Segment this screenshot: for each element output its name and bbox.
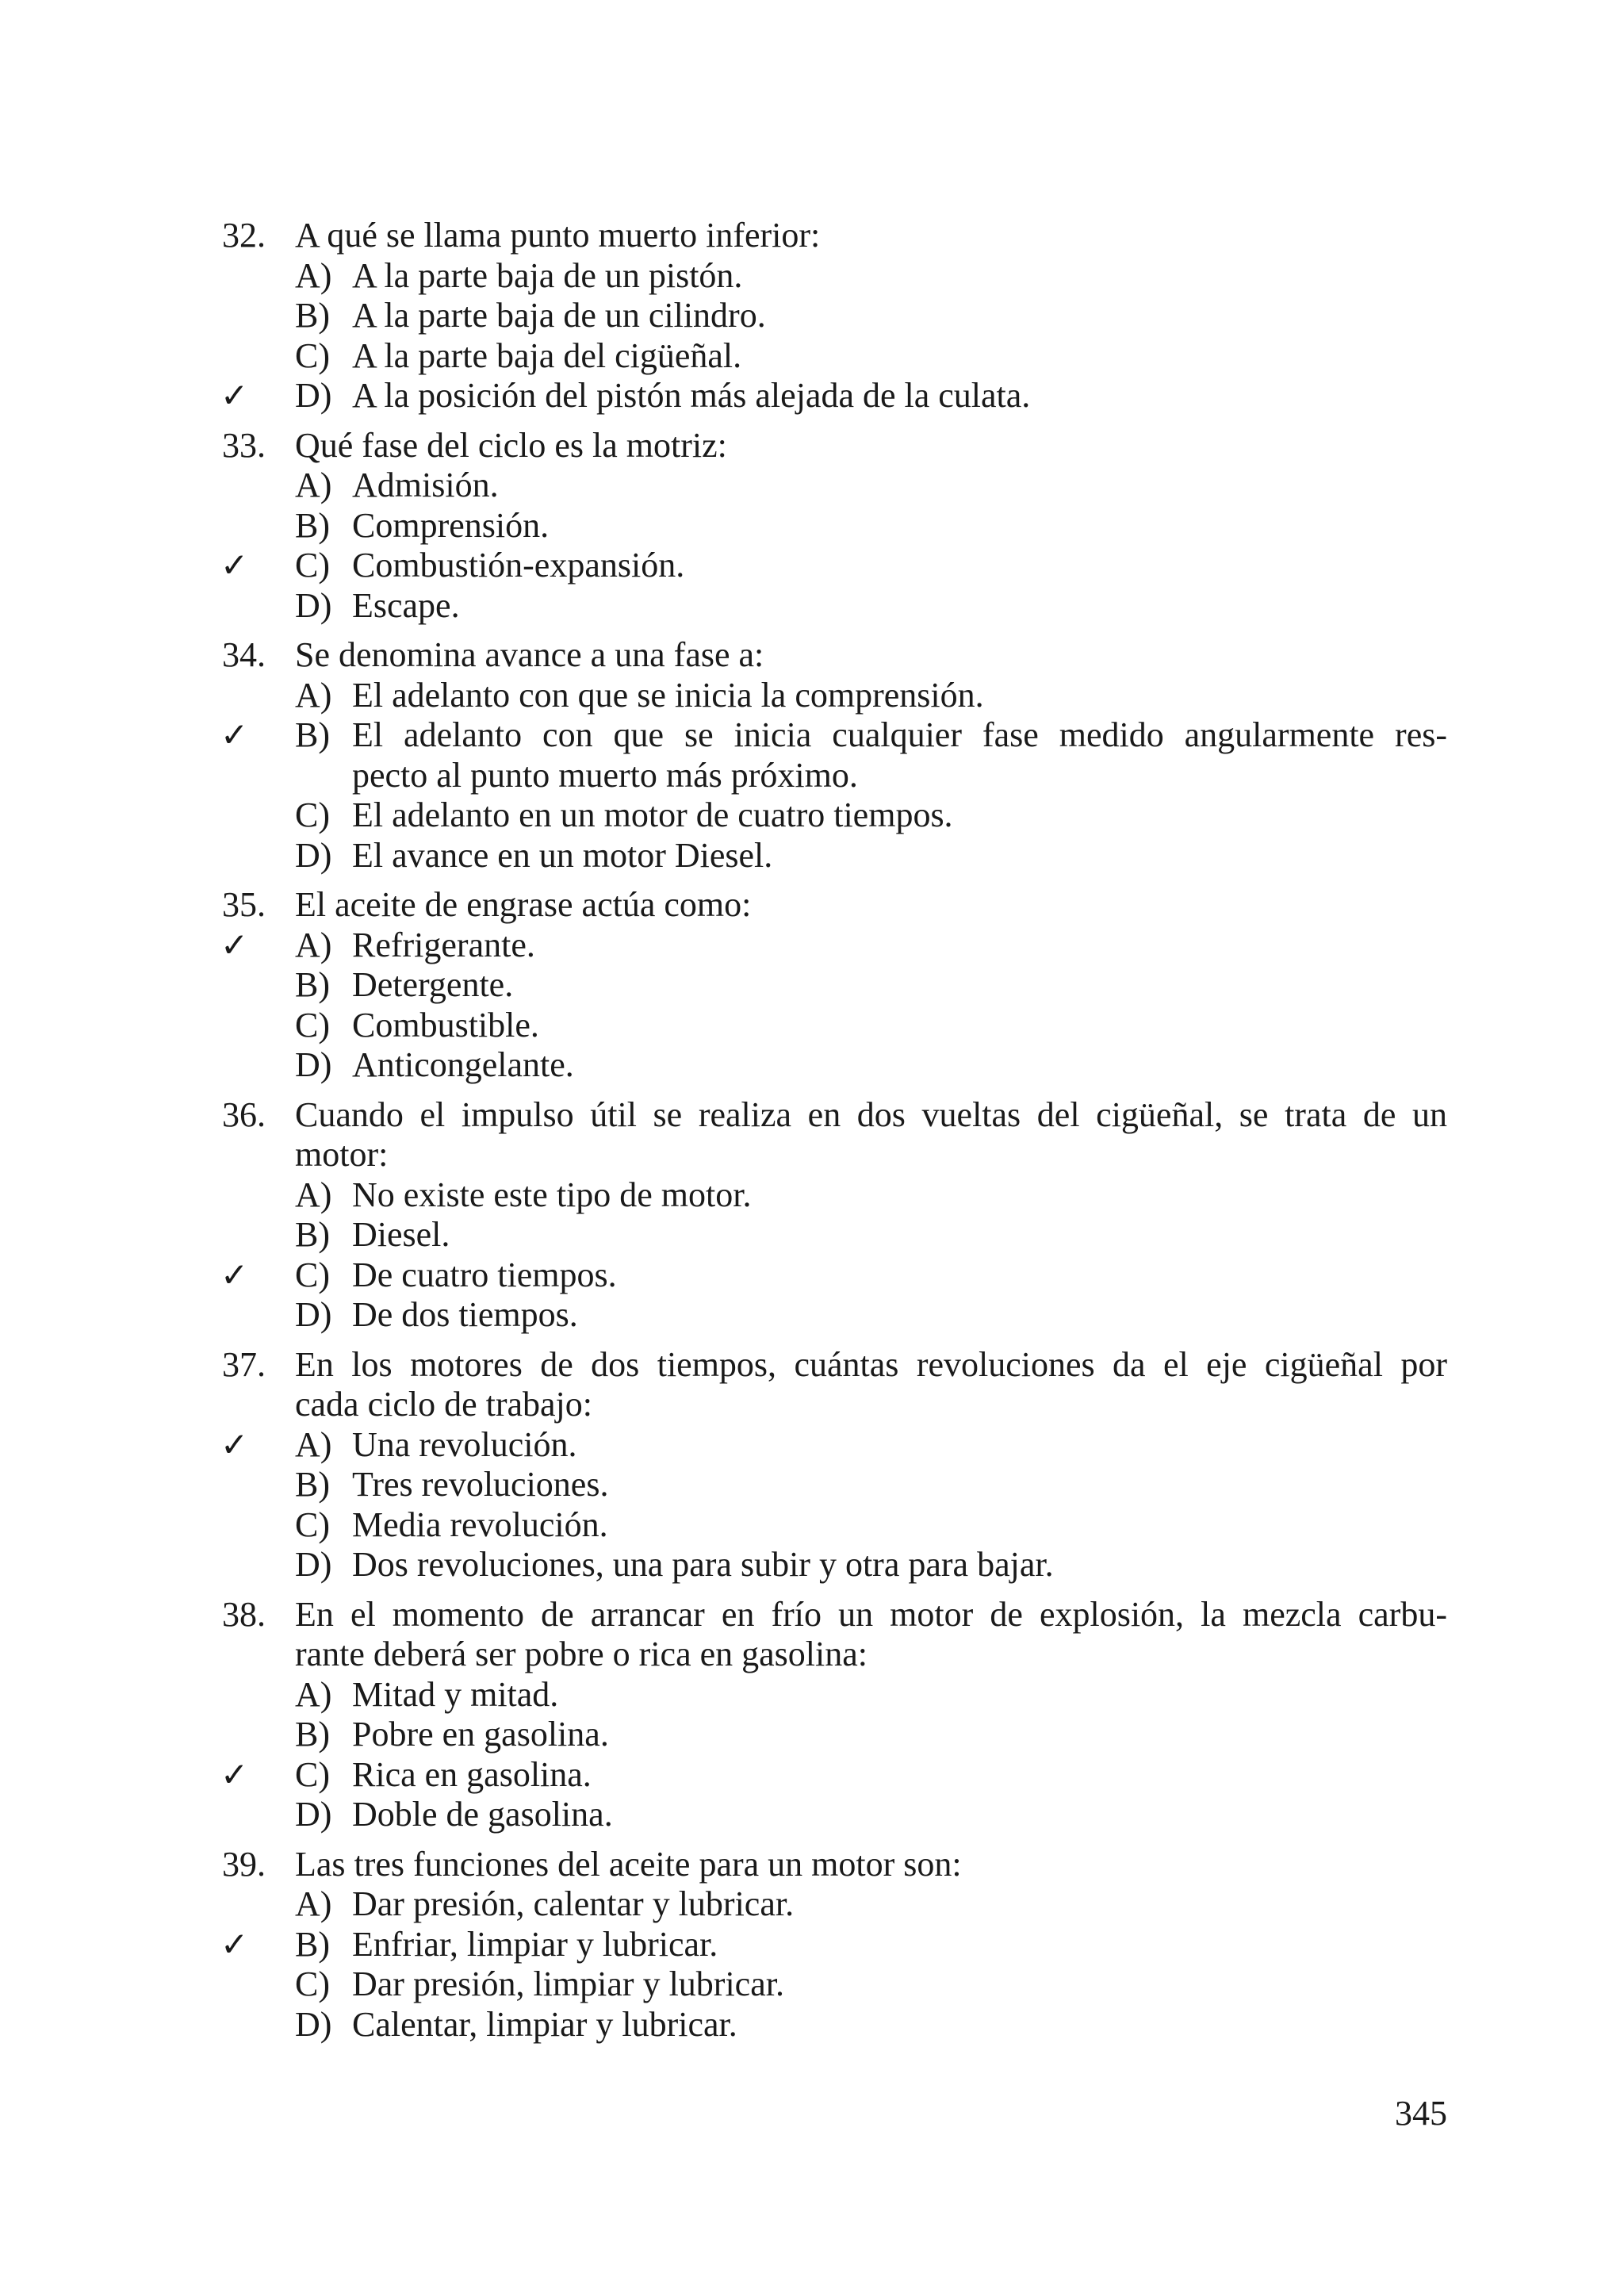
option-line [295, 376, 1447, 416]
question-37 [222, 1345, 1447, 1585]
option-text: Dos revoluciones, una para subir y otra para bajar. [352, 1545, 1054, 1584]
option-text: pecto al punto muerto más próximo. [352, 755, 858, 795]
answer-option-b [222, 715, 1447, 795]
option-line [295, 1545, 1447, 1585]
option-line [295, 1215, 1447, 1255]
option-line [295, 795, 1447, 836]
option-text: Rica en gasolina. [352, 1754, 592, 1794]
option-letter: A) [295, 255, 332, 295]
option-line [295, 1505, 1447, 1546]
answer-option-d [222, 836, 1447, 876]
answer-option-a [222, 926, 1447, 966]
option-text: Combustión-expansión. [352, 546, 685, 585]
option-text: El adelanto con que se inicia la comprensión. [352, 675, 984, 715]
checkmark-icon: ✓ [220, 1924, 249, 1964]
question-number: 33. [222, 425, 266, 465]
option-text: Refrigerante. [352, 925, 535, 964]
question-text-continued [222, 1635, 1447, 1675]
question-33 [222, 426, 1447, 627]
option-letter: B) [295, 296, 330, 335]
option-letter: C) [295, 1255, 330, 1294]
answer-option-d [222, 1545, 1447, 1585]
option-letter: C) [295, 546, 330, 585]
question-text [222, 1845, 1447, 1885]
question-number: 34. [222, 635, 266, 674]
option-letter: D) [295, 2004, 332, 2044]
option-text: Admisión. [352, 466, 499, 504]
answer-option-c [222, 336, 1447, 377]
question-list [222, 216, 1447, 2054]
answer-option-d [222, 376, 1447, 416]
option-text: A la parte baja de un pistón. [352, 255, 743, 295]
option-letter: D) [295, 376, 332, 415]
answer-option-b [222, 1465, 1447, 1505]
option-text: No existe este tipo de motor. [352, 1175, 752, 1214]
option-line [295, 1295, 1447, 1336]
question-line-text: En el momento de arrancar en frío un motor de explosión, la mezcla carbu- [295, 1594, 1447, 1634]
answer-option-d [222, 1045, 1447, 1086]
option-letter: D) [295, 1795, 332, 1834]
option-text: Comprensión. [352, 505, 550, 545]
option-letter: C) [295, 1964, 330, 2003]
question-number: 37. [222, 1344, 266, 1384]
answer-option-b [222, 965, 1447, 1006]
option-letter: B) [295, 965, 330, 1004]
answer-option-d [222, 586, 1447, 627]
question-text [222, 426, 1447, 466]
option-letter: C) [295, 795, 330, 834]
option-line [295, 1465, 1447, 1505]
checkmark-icon: ✓ [220, 925, 249, 964]
option-letter: B) [295, 1924, 330, 1964]
option-letter: A) [295, 1674, 332, 1714]
question-36 [222, 1095, 1447, 1336]
answer-option-a [222, 1175, 1447, 1216]
question-text [222, 1345, 1447, 1386]
question-32 [222, 216, 1447, 416]
option-line [295, 1715, 1447, 1755]
answer-option-a [222, 466, 1447, 506]
option-text: Escape. [352, 585, 460, 625]
option-line [295, 1255, 1447, 1296]
option-letter: B) [295, 505, 330, 545]
question-line-text: rante deberá ser pobre o rica en gasolina: [295, 1635, 868, 1673]
question-text [222, 1095, 1447, 1136]
answer-option-c [222, 546, 1447, 586]
option-line [295, 1925, 1447, 1965]
option-line [295, 1755, 1447, 1796]
answer-option-c [222, 1255, 1447, 1296]
option-line [295, 926, 1447, 966]
option-line [295, 466, 1447, 506]
option-line [295, 1884, 1447, 1925]
question-line-text: cada ciclo de trabajo: [295, 1385, 593, 1424]
question-line-text: Las tres funciones del aceite para un motor son: [295, 1844, 962, 1884]
question-number: 38. [222, 1594, 266, 1634]
answer-option-d [222, 1795, 1447, 1835]
option-line [295, 546, 1447, 586]
answer-option-a [222, 256, 1447, 297]
answer-option-c [222, 1006, 1447, 1046]
option-line [295, 676, 1447, 716]
question-39 [222, 1845, 1447, 2045]
question-text [222, 1595, 1447, 1635]
option-text: Diesel. [352, 1215, 450, 1254]
option-letter: C) [295, 1005, 330, 1045]
option-letter: A) [295, 1424, 332, 1464]
question-number: 36. [222, 1094, 266, 1134]
option-letter: D) [295, 1295, 332, 1334]
option-letter: A) [295, 1884, 332, 1923]
option-text: El avance en un motor Diesel. [352, 835, 773, 875]
question-line-text: El aceite de engrase actúa como: [295, 885, 752, 924]
option-text: A la parte baja del cigüeñal. [352, 335, 742, 375]
option-text: Una revolución. [352, 1424, 577, 1464]
option-letter: B) [295, 1715, 330, 1754]
answer-option-b [222, 296, 1447, 336]
option-letter: D) [295, 835, 332, 875]
option-text: A la parte baja de un cilindro. [352, 296, 766, 335]
question-text [222, 216, 1447, 256]
answer-option-d [222, 2005, 1447, 2045]
question-number: 35. [222, 885, 266, 924]
answer-option-a [222, 1425, 1447, 1466]
answer-option-c [222, 1964, 1447, 2005]
option-text: A la posición del pistón más alejada de la culata. [352, 376, 1031, 415]
option-letter: C) [295, 1754, 330, 1794]
option-line [295, 2005, 1447, 2045]
answer-option-c [222, 795, 1447, 836]
option-line [295, 836, 1447, 876]
answer-option-d [222, 1295, 1447, 1336]
option-letter: A) [295, 466, 332, 504]
option-letter: C) [295, 1504, 330, 1544]
option-line [295, 256, 1447, 297]
option-text: El adelanto en un motor de cuatro tiempos. [352, 795, 953, 834]
question-text [222, 635, 1447, 676]
question-line-text: Se denomina avance a una fase a: [295, 635, 764, 674]
answer-option-b [222, 1715, 1447, 1755]
option-text: Pobre en gasolina. [352, 1715, 609, 1754]
option-letter: A) [295, 1175, 332, 1214]
option-line [295, 296, 1447, 336]
option-line [295, 1006, 1447, 1046]
option-text: Anticongelante. [352, 1045, 574, 1084]
option-line-continued [295, 756, 1447, 796]
option-text: Tres revoluciones. [352, 1465, 609, 1504]
option-text: Media revolución. [352, 1504, 608, 1544]
option-line [295, 1964, 1447, 2005]
option-text: Detergente. [352, 965, 514, 1004]
option-text: El adelanto con que se inicia cualquier fase medido angularmente res- [352, 715, 1447, 754]
option-text: Dar presión, limpiar y lubricar. [352, 1964, 784, 2003]
question-line-text: A qué se llama punto muerto inferior: [295, 216, 821, 255]
option-text: De dos tiempos. [352, 1295, 578, 1334]
option-letter: D) [295, 585, 332, 625]
option-text: Calentar, limpiar y lubricar. [352, 2004, 737, 2044]
question-38 [222, 1595, 1447, 1835]
option-line [295, 1425, 1447, 1466]
answer-option-c [222, 1755, 1447, 1796]
option-letter: D) [295, 1045, 332, 1084]
question-line-text: Qué fase del ciclo es la motriz: [295, 425, 727, 465]
option-letter: C) [295, 335, 330, 375]
option-text: Doble de gasolina. [352, 1795, 613, 1834]
answer-option-a [222, 1675, 1447, 1715]
question-number: 39. [222, 1844, 266, 1884]
checkmark-icon: ✓ [220, 1255, 249, 1294]
option-line [295, 586, 1447, 627]
option-text: Mitad y mitad. [352, 1674, 559, 1714]
option-line [295, 1675, 1447, 1715]
checkmark-icon: ✓ [220, 376, 249, 415]
option-text: Enfriar, limpiar y lubricar. [352, 1924, 718, 1964]
answer-option-a [222, 676, 1447, 716]
option-letter: A) [295, 925, 332, 964]
answer-option-b [222, 1215, 1447, 1255]
checkmark-icon: ✓ [220, 715, 249, 754]
answer-option-a [222, 1884, 1447, 1925]
question-text-continued [222, 1135, 1447, 1175]
question-line-text: motor: [295, 1135, 389, 1174]
answer-option-c [222, 1505, 1447, 1546]
option-line [295, 1175, 1447, 1216]
option-letter: B) [295, 1465, 330, 1504]
option-text: De cuatro tiempos. [352, 1255, 617, 1294]
checkmark-icon: ✓ [220, 546, 249, 585]
checkmark-icon: ✓ [220, 1754, 249, 1794]
option-line [295, 1795, 1447, 1835]
question-line-text: En los motores de dos tiempos, cuántas revoluciones da el eje cigüeñal por [295, 1344, 1447, 1384]
question-34 [222, 635, 1447, 876]
option-line [295, 965, 1447, 1006]
answer-option-b [222, 1925, 1447, 1965]
question-text [222, 885, 1447, 926]
option-letter: B) [295, 715, 330, 754]
checkmark-icon: ✓ [220, 1424, 249, 1464]
option-text: Combustible. [352, 1005, 539, 1045]
option-text: Dar presión, calentar y lubricar. [352, 1884, 795, 1923]
question-35 [222, 885, 1447, 1086]
option-letter: B) [295, 1215, 330, 1254]
option-line [295, 1045, 1447, 1086]
question-line-text: Cuando el impulso útil se realiza en dos vueltas del cigüeñal, se trata de un [295, 1094, 1447, 1134]
option-letter: D) [295, 1545, 332, 1584]
option-line [295, 336, 1447, 377]
answer-option-b [222, 506, 1447, 546]
question-number: 32. [222, 216, 266, 255]
page-number: 345 [1395, 2094, 1447, 2133]
option-line [295, 715, 1447, 756]
option-letter: A) [295, 675, 332, 715]
option-line [295, 506, 1447, 546]
question-text-continued [222, 1385, 1447, 1425]
